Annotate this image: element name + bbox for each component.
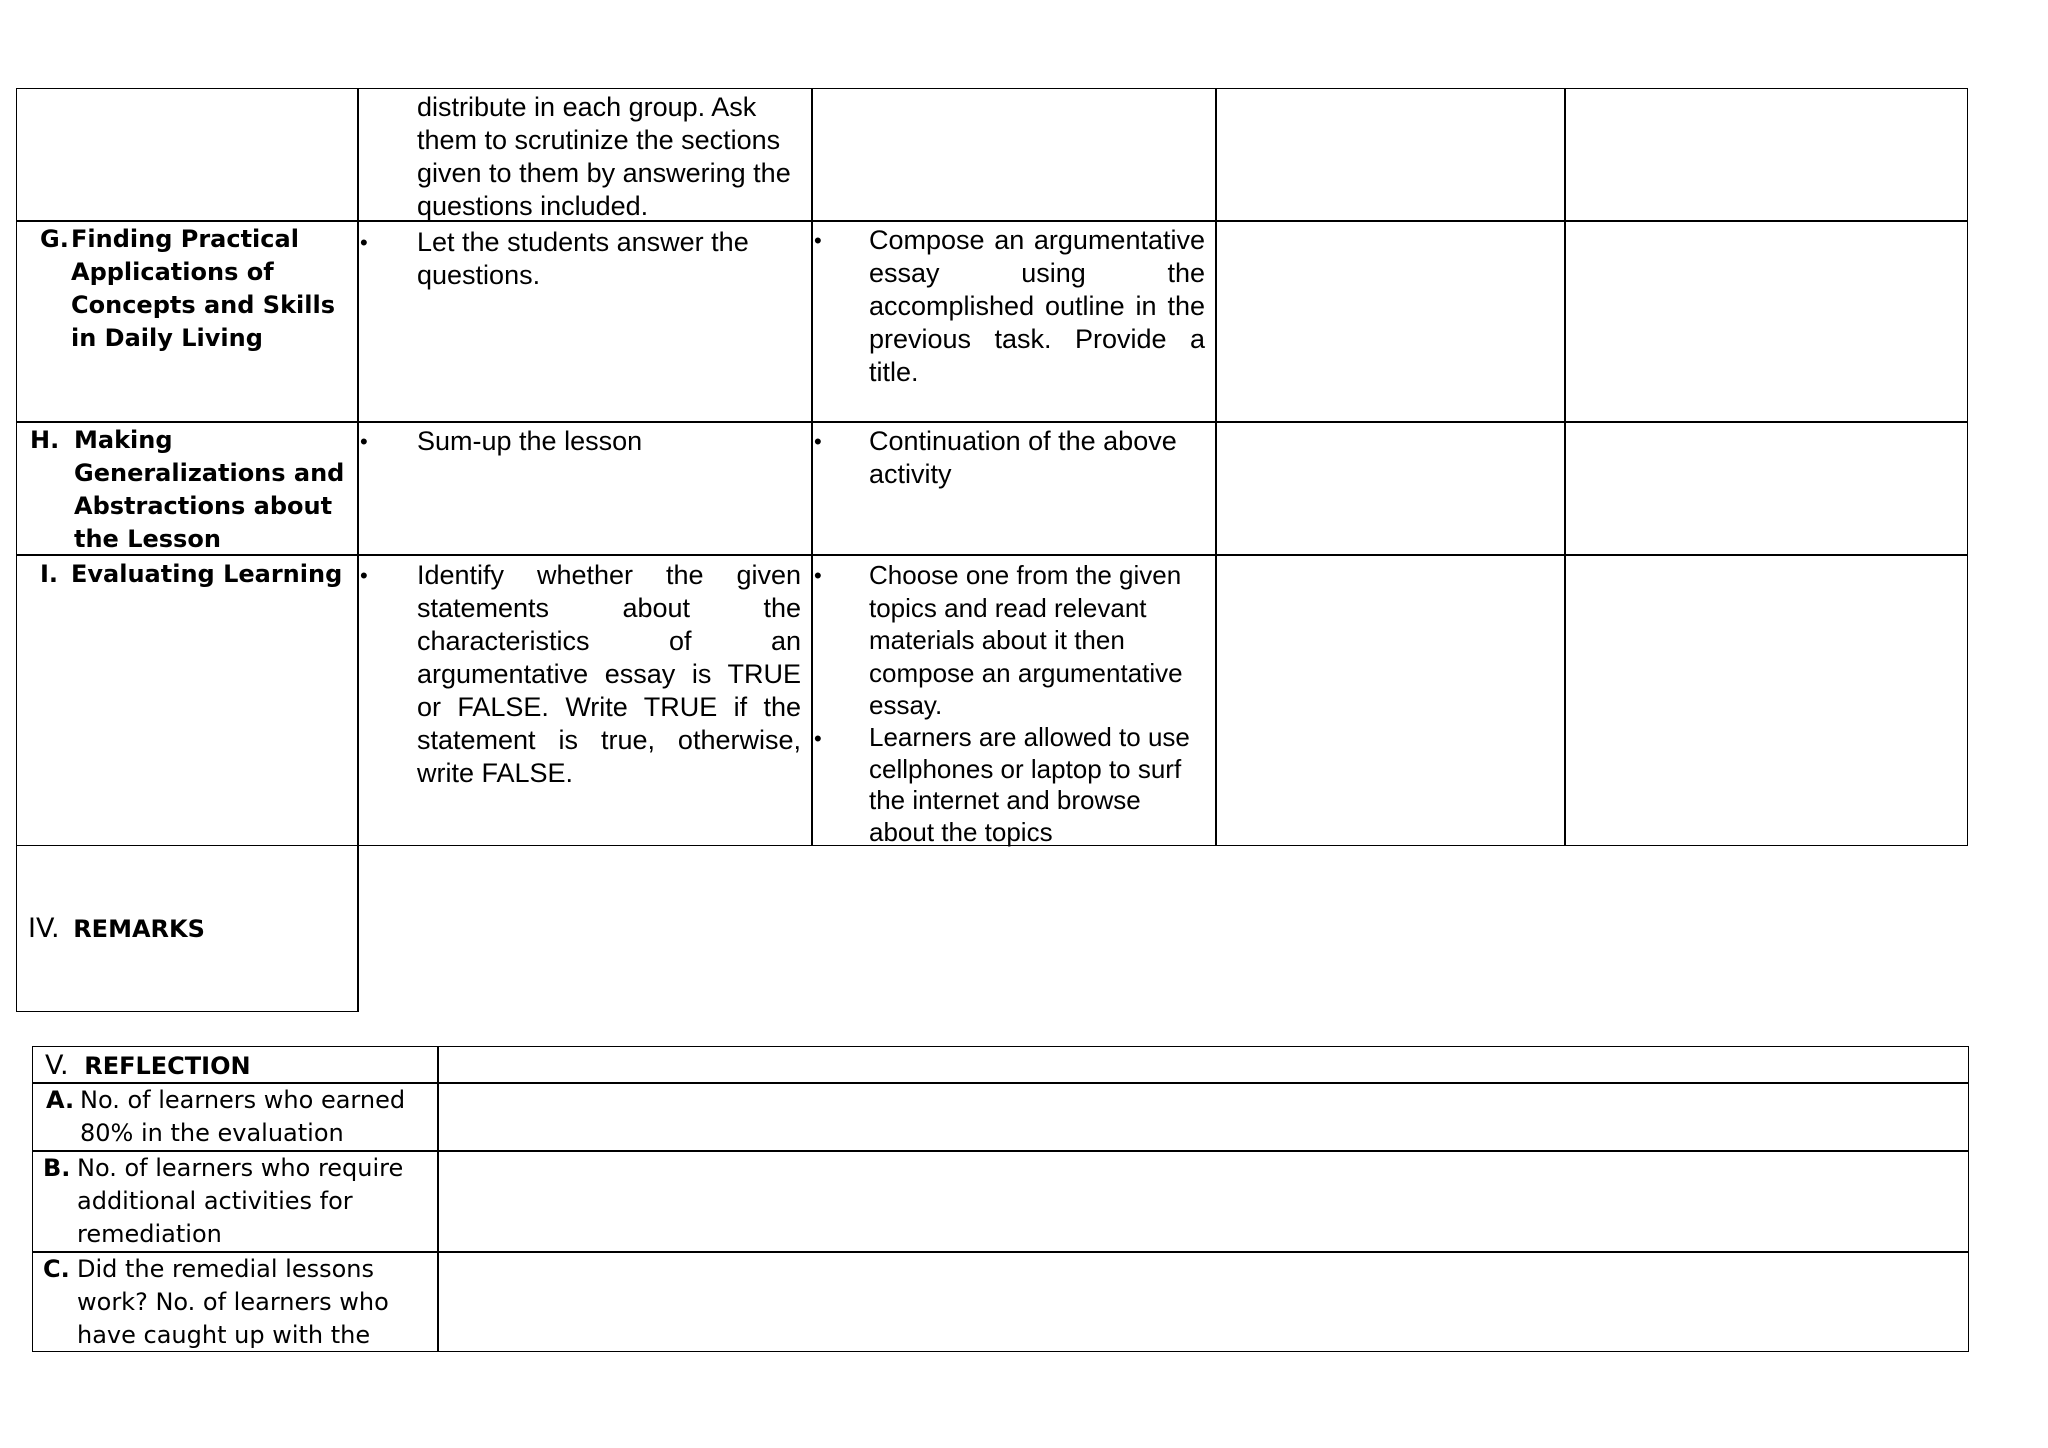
remarks-numeral: IV. xyxy=(28,913,60,944)
reflection-item-text: Did the remedial lessons work? No. of learners who have caught up with the xyxy=(77,1255,389,1349)
row-divider xyxy=(16,421,1968,423)
reflection-heading xyxy=(45,1049,251,1083)
procedure-title: Making Generalizations and Abstractions about the Lesson xyxy=(74,426,345,553)
bullet-icon: • xyxy=(814,429,822,454)
bullet-icon: • xyxy=(814,726,822,751)
bullet-icon: • xyxy=(814,563,822,588)
column-divider xyxy=(1564,88,1566,846)
teacher-activity-h: Sum-up the lesson xyxy=(417,426,643,456)
bullet-icon: • xyxy=(360,230,368,255)
bullet-icon: • xyxy=(360,563,368,588)
teacher-activity-i: Identify whether the given statements about the characteristics of an argumentative essay is TRUE or FALSE. Write TRUE if the statement is true, otherwise, write FALSE. xyxy=(417,560,801,788)
teacher-activity-continuation: distribute in each group. Ask them to scrutinize the sections given to them by answering the questions included. xyxy=(417,92,791,221)
procedure-title: Finding Practical Applications of Concepts and Skills in Daily Living xyxy=(71,225,336,352)
procedure-letter: H. xyxy=(30,426,60,454)
remarks-label: REMARKS xyxy=(73,915,205,943)
remarks-heading xyxy=(28,912,205,946)
bullet-icon: • xyxy=(360,429,368,454)
column-divider xyxy=(811,88,813,846)
reflection-letter: B. xyxy=(43,1154,71,1182)
reflection-letter: A. xyxy=(46,1086,75,1114)
reflection-numeral: V. xyxy=(45,1050,69,1081)
student-activity-h: Continuation of the above activity xyxy=(869,426,1177,489)
reflection-letter: C. xyxy=(43,1255,70,1283)
procedure-letter: I. xyxy=(40,560,59,588)
column-divider xyxy=(437,1046,439,1352)
bullet-icon: • xyxy=(814,228,822,253)
column-divider xyxy=(1215,88,1217,846)
student-activity-g: Compose an argumentative essay using the accomplished outline in the previous task. Provide a title. xyxy=(869,225,1205,387)
procedure-title: Evaluating Learning xyxy=(71,560,343,588)
reflection-item-text: No. of learners who earned 80% in the evaluation xyxy=(80,1086,406,1147)
reflection-item-text: No. of learners who require additional activities for remediation xyxy=(77,1154,404,1248)
teacher-activity-g: Let the students answer the questions. xyxy=(417,227,749,290)
student-activity-i-2: Learners are allowed to use cellphones or laptop to surf the internet and browse about the topics xyxy=(869,722,1190,847)
row-divider xyxy=(16,220,1968,222)
procedure-letter: G. xyxy=(40,225,69,253)
student-activity-i-1: Choose one from the given topics and read relevant materials about it then compose an argumentative essay. xyxy=(869,560,1183,720)
reflection-label: REFLECTION xyxy=(84,1052,251,1080)
